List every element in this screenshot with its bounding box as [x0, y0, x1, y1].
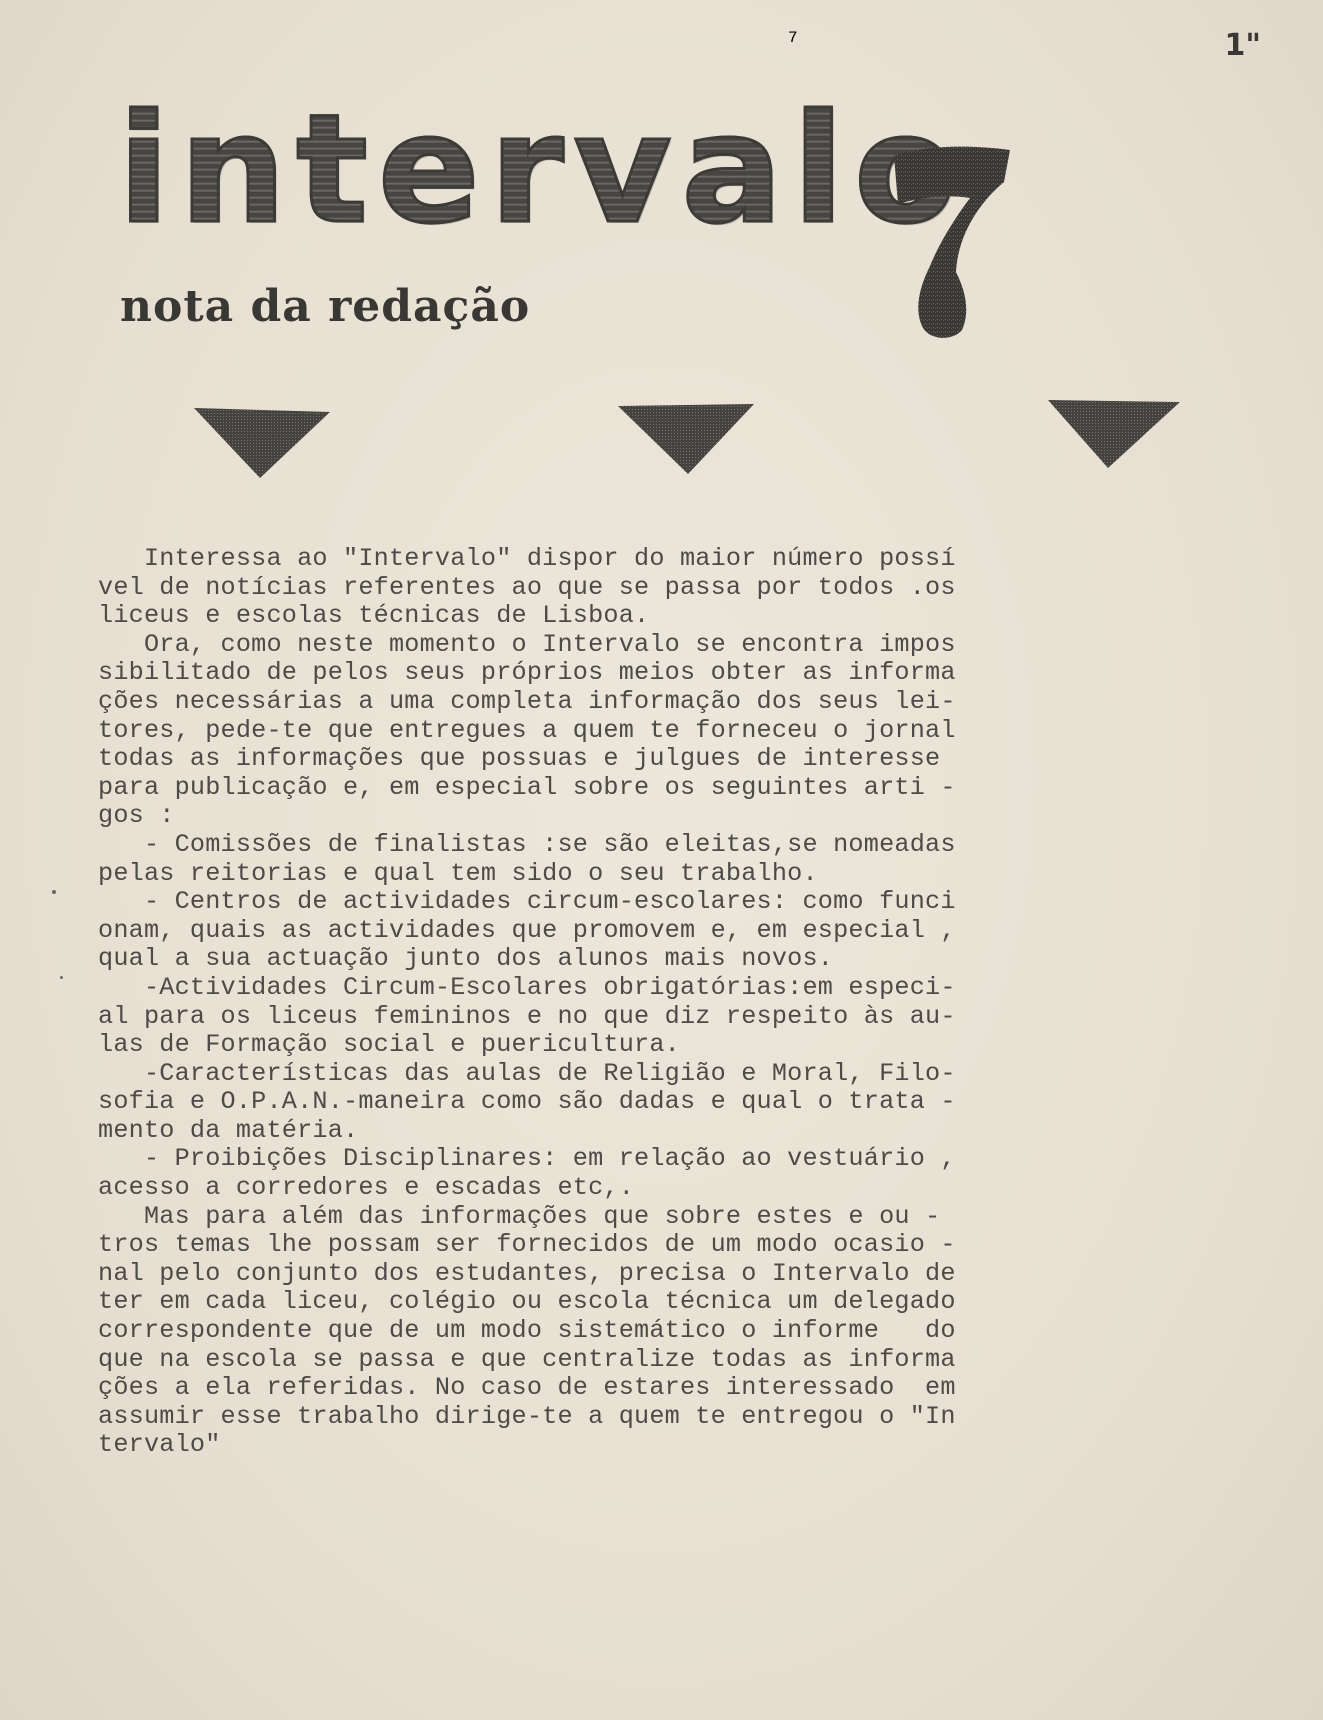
body-line: las de Formação social e puericultura.: [98, 1030, 680, 1060]
body-line: mento da matéria.: [98, 1115, 359, 1145]
body-line: para publicação e, em especial sobre os seguintes arti -: [98, 772, 956, 802]
body-line: nal pelo conjunto dos estudantes, precisa o Intervalo de: [98, 1258, 956, 1288]
body-line: ter em cada liceu, colégio ou escola técnica um delegado: [98, 1287, 956, 1317]
body-line: Interessa ao "Intervalo" dispor do maior número possí: [98, 544, 956, 573]
body-line: gos :: [98, 801, 175, 831]
body-line: tros temas lhe possam ser fornecidos de um modo ocasio -: [98, 1230, 956, 1260]
body-line: -Actividades Circum-Escolares obrigatórias:em especi-: [98, 972, 956, 1002]
down-triangle-center-icon: [616, 402, 756, 476]
body-line: Mas para além das informações que sobre estes e ou -: [98, 1201, 941, 1231]
body-line: onam, quais as actividades que promovem e, em especial ,: [98, 915, 956, 945]
body-line: tores, pede-te que entregues a quem te forneceu o jornal: [98, 715, 956, 745]
show-through-texture: [830, 62, 1142, 85]
page-number: 1": [1224, 28, 1261, 63]
stray-ink-mark: [60, 976, 63, 979]
masthead: [118, 83, 968, 332]
body-line: ções a ela referidas. No caso de estares interessado em: [98, 1373, 956, 1403]
seven-logo-text: 7: [788, 29, 798, 47]
body-line: - Centros de actividades circum-escolares: como funci: [98, 887, 956, 917]
seven-logo-icon: [788, 29, 1013, 342]
masthead-title: intervalo: [118, 83, 968, 257]
body-line: correspondente que de um modo sistemático o informe do: [98, 1316, 956, 1346]
down-triangle-right-icon: [1046, 398, 1182, 470]
body-line: -Características das aulas de Religião e Moral, Filo-: [98, 1058, 956, 1088]
body-line: ções necessárias a uma completa informação dos seus lei-: [98, 686, 956, 716]
body-line: sibilitado de pelos seus próprios meios obter as informa: [98, 658, 956, 688]
body-line: pelas reitorias e qual tem sido o seu trabalho.: [98, 858, 818, 888]
body-line: vel de notícias referentes ao que se passa por todos .os: [98, 572, 956, 602]
masthead-subtitle: nota da redação: [120, 281, 531, 332]
body-line: acesso a corredores e escadas etc,.: [98, 1173, 635, 1203]
body-line: sofia e O.P.A.N.-maneira como são dadas e qual o trata -: [98, 1087, 956, 1117]
body-line: - Proibições Disciplinares: em relação ao vestuário ,: [98, 1144, 956, 1174]
body-line: al para os liceus femininos e no que diz respeito às au-: [98, 1001, 956, 1031]
body-line: liceus e escolas técnicas de Lisboa.: [98, 601, 650, 631]
body-line: tervalo": [98, 1430, 221, 1460]
body-line: Ora, como neste momento o Intervalo se encontra impos: [98, 629, 956, 659]
body-line: que na escola se passa e que centralize todas as informa: [98, 1344, 956, 1374]
body-line: assumir esse trabalho dirige-te a quem te entregou o "In: [98, 1401, 956, 1431]
article-body: [98, 545, 1248, 1460]
stray-ink-mark: [52, 890, 56, 894]
body-line: todas as informações que possuas e julgues de interesse: [98, 744, 941, 774]
down-triangle-left-icon: [192, 406, 332, 480]
body-line: - Comissões de finalistas :se são eleitas,se nomeadas: [98, 829, 956, 859]
body-line: qual a sua actuação junto dos alunos mais novos.: [98, 944, 834, 974]
